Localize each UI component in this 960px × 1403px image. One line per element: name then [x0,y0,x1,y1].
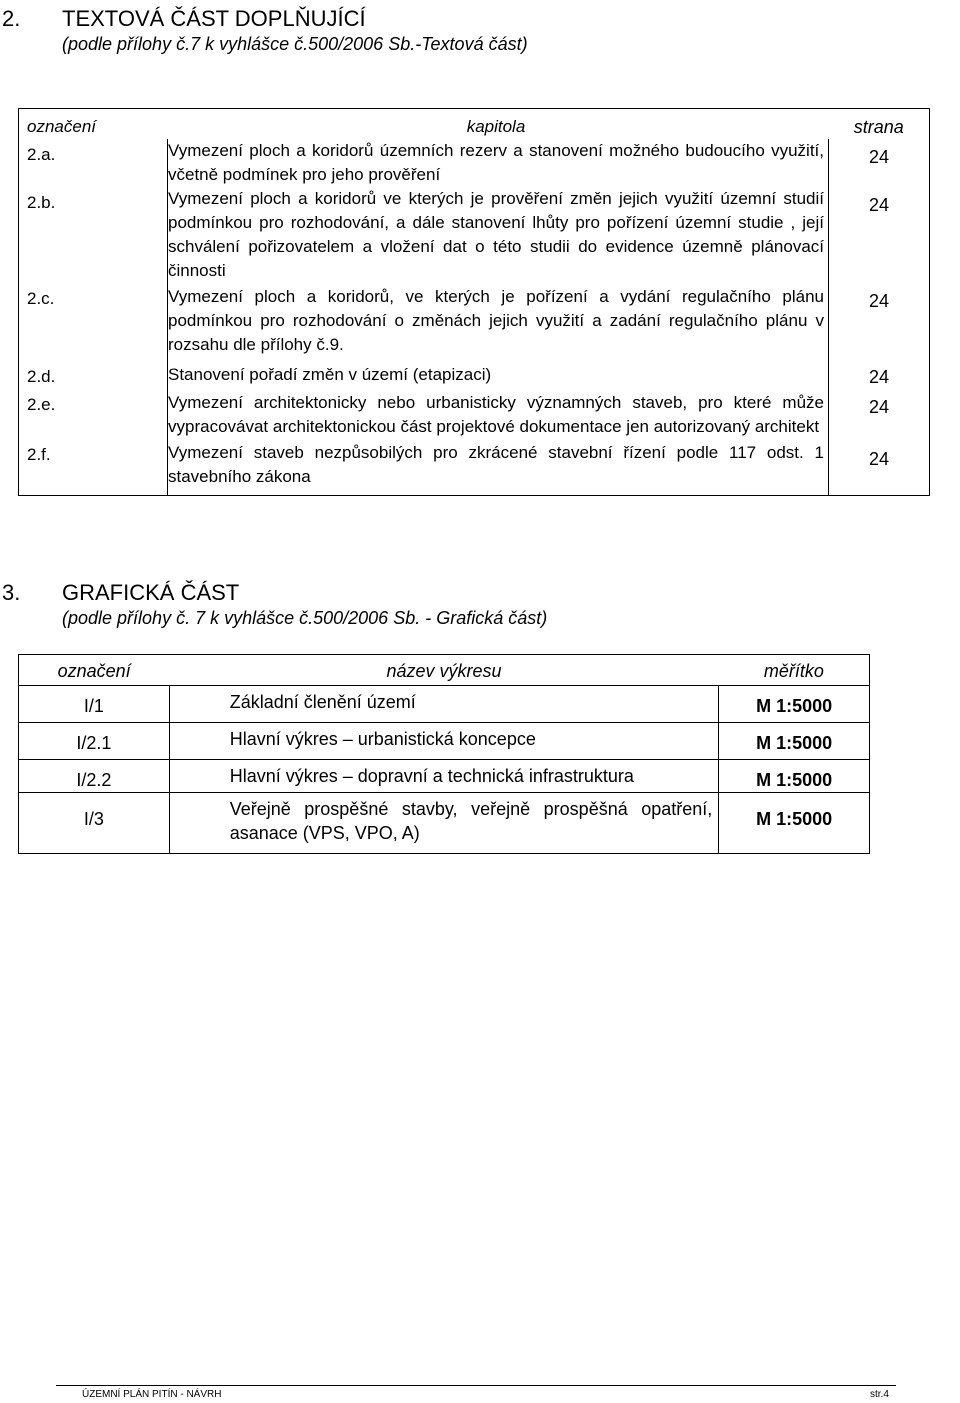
row-page: 24 [868,367,890,387]
table-row [19,357,930,389]
table-row [19,686,870,723]
header-code: označení [27,117,96,136]
row-scale: M 1:5000 [719,686,870,723]
table-header-row [19,109,930,140]
row-page: 24 [868,147,890,167]
row-text: Stanovení pořadí změn v území (etapizaci) [168,357,829,389]
table-row [19,793,870,854]
row-scale: M 1:5000 [719,793,870,854]
footer-page-number: str.4 [870,1389,889,1400]
row-code: 2.f. [27,445,51,464]
header-scale: měřítko [719,655,870,686]
row-scale: M 1:5000 [719,723,870,760]
row-name: Hlavní výkres – dopravní a technická infrastruktura [169,760,719,793]
table-row [19,760,870,793]
row-scale: M 1:5000 [719,760,870,793]
row-text: Vymezení architektonicky nebo urbanisticky významných staveb, pro které může vypracovávat architektonickou část projektové dokumentace jen autorizovaný architekt [168,389,829,439]
row-code: I/3 [19,793,170,854]
table-row [19,139,930,187]
row-text: Vymezení ploch a koridorů ve kterých je prověření změn jejich využití územní studií podmínkou pro rozhodování, a dále stanovení lhůty pro pořízení územní studie , její schválení pořizovatelem a vložení dat o této studii do evidence územně plánovací činnosti [168,187,829,283]
table-row [19,389,930,439]
row-name: Základní členění území [169,686,719,723]
section2-number: 2. [2,6,21,31]
row-code: 2.e. [27,395,56,414]
row-code: 2.c. [27,289,55,308]
row-page: 24 [868,291,890,311]
header-page: strana [853,117,904,137]
table-row [19,283,930,357]
row-text: Vymezení ploch a koridorů, ve kterých je pořízení a vydání regulačního plánu podmínkou pro rozhodování o změnách jejich využití a zadání regulačního plánu v rozsahu dle přílohy č.9. [168,283,829,357]
text-part-table [18,108,930,496]
row-code: 2.d. [27,367,56,386]
graphic-part-table [18,654,870,854]
row-code: I/1 [19,686,170,723]
header-code: označení [19,655,170,686]
table-row [19,187,930,283]
section2-subtitle: (podle přílohy č.7 k vyhlášce č.500/2006 Sb.-Textová část) [62,34,528,54]
row-name: Veřejně prospěšné stavby, veřejně prospěšná opatření, asanace (VPS, VPO, A) [169,793,719,854]
header-chapter: kapitola [466,117,526,136]
header-name: název výkresu [169,655,719,686]
section3-number: 3. [2,580,21,605]
row-page: 24 [868,397,890,417]
row-page: 24 [868,195,890,215]
table-row [19,439,930,496]
row-name: Hlavní výkres – urbanistická koncepce [169,723,719,760]
footer-title: ÚZEMNÍ PLÁN PITÍN - NÁVRH [82,1389,222,1400]
row-text: Vymezení ploch a koridorů územních rezerv a stanovení možného budoucího využití, včetně podmínek pro jeho prověření [168,139,829,187]
section3-subtitle: (podle přílohy č. 7 k vyhlášce č.500/2006 Sb. - Grafická část) [62,608,548,628]
row-text: Vymezení staveb nezpůsobilých pro zkrácené stavební řízení podle 117 odst. 1 stavebního zákona [168,439,829,496]
footer-rule [56,1385,896,1386]
row-code: I/2.2 [19,760,170,793]
row-code: I/2.1 [19,723,170,760]
section3-title: GRAFICKÁ ČÁST [62,580,240,605]
table-row [19,723,870,760]
row-code: 2.b. [27,193,56,212]
section2-title: TEXTOVÁ ČÁST DOPLŇUJÍCÍ [62,6,366,31]
row-code: 2.a. [27,145,56,164]
table-header-row [19,655,870,686]
row-page: 24 [868,449,890,469]
